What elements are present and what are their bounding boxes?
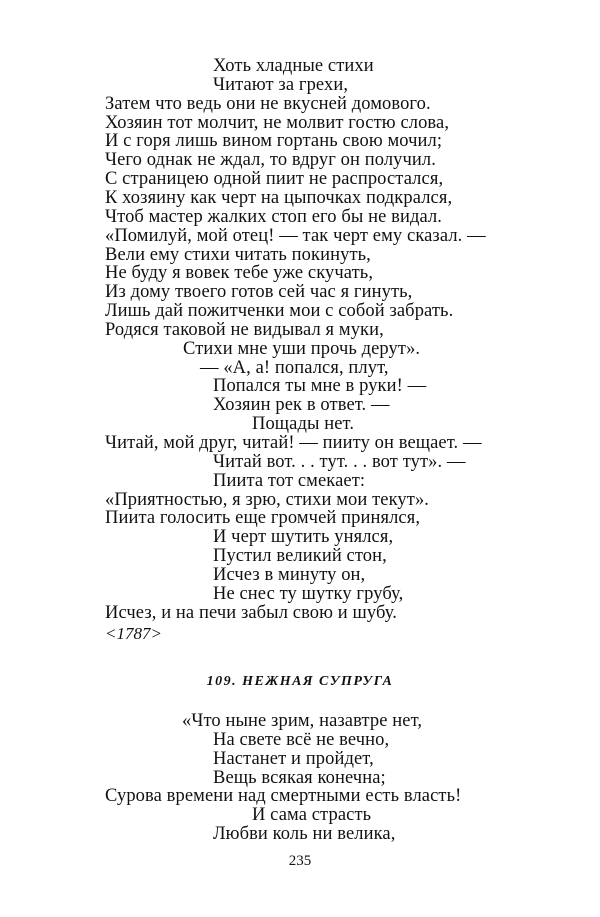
verse-line: Лишь дай пожитченки мои с собой забрать. [105, 301, 454, 322]
verse-line: Пощады нет. [252, 414, 355, 435]
verse-line: И сама страсть [252, 805, 372, 826]
verse-line: Не буду я вовек тебе уже скучать, [105, 263, 374, 284]
verse-line: Не снес ту шутку грубу, [213, 583, 404, 604]
verse-line: Хозяин рек в ответ. — [213, 395, 390, 416]
poem-date: <1787> [105, 624, 162, 643]
verse-line: Чтоб мастер жалких стоп его бы не видал. [105, 206, 442, 227]
poem-title: 109. НЕЖНАЯ СУПРУГА [206, 674, 394, 689]
verse-line: Читай вот. . . тут. . . вот тут». — [213, 451, 466, 472]
verse-line: Пустил великий стон, [213, 546, 387, 567]
verse-line: — «А, а! попался, плут, [200, 357, 389, 378]
verse-line: Из дому твоего готов сей час я гинуть, [105, 282, 413, 303]
verse-line: Любви коль ни велика, [213, 824, 396, 845]
verse-line: Затем что ведь они не вкусней домового. [105, 93, 431, 114]
verse-line: Вещь всякая конечна; [213, 767, 386, 788]
verse-line: Хозяин тот молчит, не молвит гостю слова, [105, 112, 450, 133]
verse-line: И с горя лишь вином гортань свою мочил; [105, 131, 443, 152]
verse-line: Сурова времени над смертными есть власть! [105, 786, 462, 807]
verse-line: С страницею одной пиит не распростался, [105, 169, 444, 190]
page-number: 235 [288, 853, 312, 869]
verse-line: Читают за грехи, [213, 74, 349, 95]
verse-line: Вели ему стихи читать покинуть, [105, 244, 371, 265]
verse-line: Исчез, и на печи забыл свою и шубу. [105, 602, 397, 623]
verse-line: И черт шутить унялся, [213, 527, 394, 548]
verse-line: Родяся таковой не видывал я муки, [105, 319, 384, 340]
verse-line: Исчез в минуту он, [213, 564, 366, 585]
verse-line: Чего однак не ждал, то вдруг он получил. [105, 150, 436, 171]
verse-line: Читай, мой друг, читай! — пииту он вещает. — [105, 433, 482, 453]
verse-line: Пиита голосить еще громчей принялся, [105, 508, 421, 529]
verse-line: «Что ныне зрим, назавтре нет, [182, 711, 423, 731]
verse-line: «Помилуй, мой отец! — так черт ему сказал. — [105, 225, 486, 246]
verse-line: Хоть хладные стихи [213, 56, 374, 76]
verse-line: На свете всё не вечно, [213, 729, 390, 750]
verse-line: Стихи мне уши прочь дерут». [183, 338, 421, 359]
verse-line: Настанет и пройдет, [213, 748, 374, 769]
verse-line: Пиита тот смекает: [213, 470, 366, 491]
verse-line: Попался ты мне в руки! — [213, 376, 427, 397]
verse-line: К хозяину как черт на цыпочках подкрался, [105, 187, 453, 208]
verse-line: «Приятностью, я зрю, стихи мои текут». [105, 489, 430, 510]
